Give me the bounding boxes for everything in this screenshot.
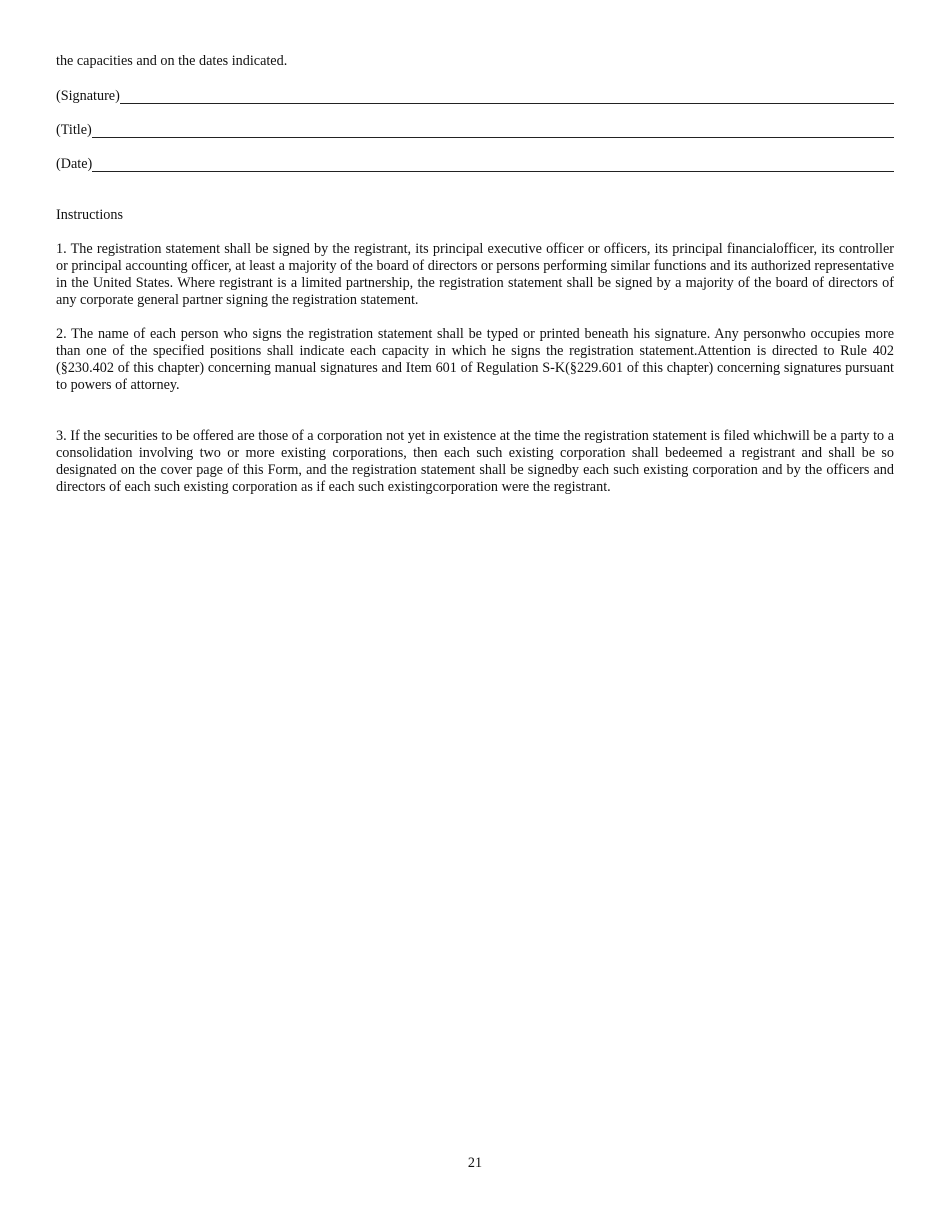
signature-label: (Signature) xyxy=(56,88,120,104)
date-field[interactable] xyxy=(56,156,894,173)
instruction-paragraph-3: 3. If the securities to be offered are those of a corporation not yet in existence at the time the registration statement is filed whichwill be a party to a consolidation involving two or more existing corporations, then each such existing corporation shall bedeemed a registrant and shall be so designated on the cover page of this Form, and the registration statement shall be signedby each such existing corporation and by the officers and directors of each such existing corporation as if each such existingcorporation were the registrant. xyxy=(56,428,894,495)
instruction-paragraph-1: 1. The registration statement shall be signed by the registrant, its principal executive officer or officers, its principal financialofficer, its controller or principal accounting officer, at least a majority of the board of directors or persons performing similar functions and its authorized representative in the United States. Where registrant is a limited partnership, the registration statement shall be signed by a majority of the board of directors of any corporate general partner signing the registration statement. xyxy=(56,241,894,308)
page-number: 21 xyxy=(467,1155,483,1171)
signature-field[interactable] xyxy=(56,88,894,105)
signature-line[interactable] xyxy=(120,90,894,104)
instructions-heading: Instructions xyxy=(56,207,123,223)
date-label: (Date) xyxy=(56,156,93,172)
document-page xyxy=(56,53,894,496)
title-field[interactable] xyxy=(56,122,894,139)
instruction-paragraph-2: 2. The name of each person who signs the registration statement shall be typed or printed beneath his signature. Any personwho occupies more than one of the specified positions shall indicate each capacity in which he signs the registration statement.Attention is directed to Rule 402 (§230.402 of this chapter) concerning manual signatures and Item 601 of Regulation S-K(§229.601 of this chapter) concerning signatures pursuant to powers of attorney. xyxy=(56,326,894,393)
intro-line: the capacities and on the dates indicated. xyxy=(56,53,288,69)
date-line[interactable] xyxy=(92,158,894,172)
title-line[interactable] xyxy=(92,124,894,138)
title-label: (Title) xyxy=(56,122,92,138)
